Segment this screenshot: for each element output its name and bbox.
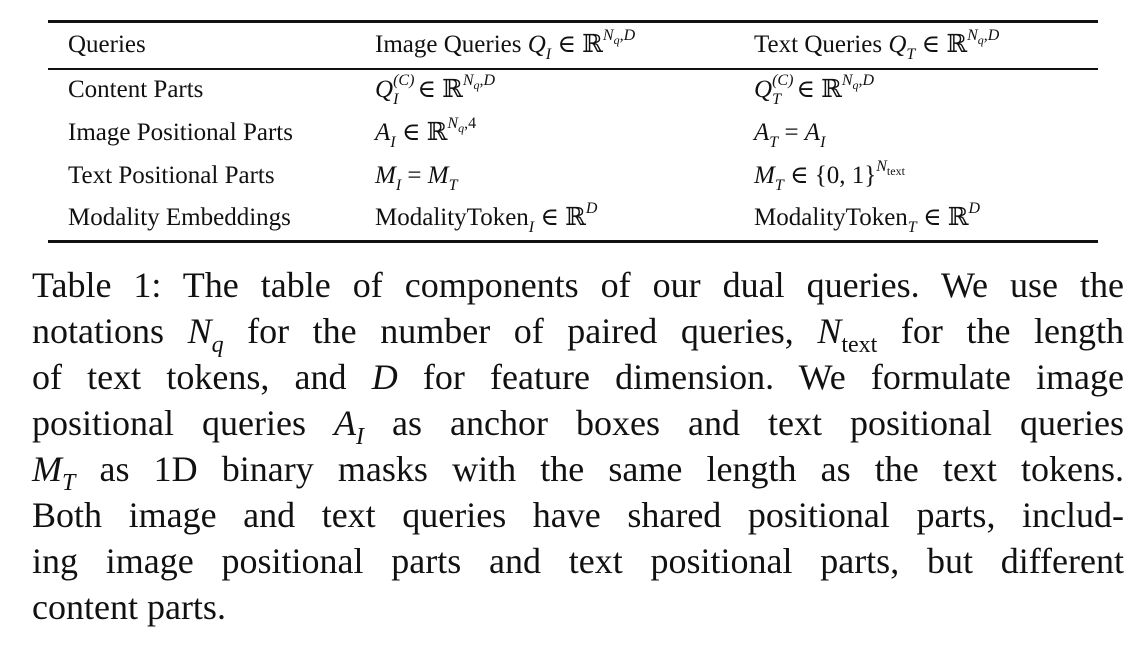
header-text-rel: ∈ xyxy=(921,31,941,58)
txtpos-text-pow-n: N xyxy=(876,158,887,175)
caption-nt: N xyxy=(817,311,842,351)
imgpos-image-pow-tail: ,4 xyxy=(464,115,477,132)
header-text-pow-q: q xyxy=(977,33,984,47)
imgpos-image-rel: ∈ xyxy=(401,119,421,146)
modality-text-rel: ∈ xyxy=(922,204,942,231)
txtpos-image-rhs: M xyxy=(427,162,449,189)
content-image-pow-n: N xyxy=(462,72,474,89)
caption-nq: N xyxy=(187,311,212,351)
modality-text-sub: T xyxy=(907,219,917,236)
content-text-pow-tail: ,D xyxy=(858,72,875,89)
table-header-rule xyxy=(48,68,1098,70)
modality-text-pow: D xyxy=(968,200,981,217)
imgpos-image-set: ℝ xyxy=(426,119,448,146)
modality-image-pow: D xyxy=(585,200,598,217)
caption-l1-text: The table of components of our dual queries. We use the xyxy=(182,265,1124,305)
modality-image-set: ℝ xyxy=(565,204,586,231)
header-text-q-symbol: Q xyxy=(888,31,907,58)
header-image-q-sub: I xyxy=(545,46,552,63)
header-text-pow-tail: ,D xyxy=(983,27,1000,44)
content-text-rel: ∈ xyxy=(796,76,815,103)
content-text-pow-q: q xyxy=(852,78,859,92)
caption-l4b: as anchor boxes and text positional queries xyxy=(392,403,1125,443)
txtpos-text-m: M xyxy=(754,162,775,189)
header-image-queries-label: Image Queries xyxy=(375,31,522,58)
caption-mt-sub: T xyxy=(62,470,76,496)
cell-txtpos-text xyxy=(754,158,905,194)
content-image-sup: (C) xyxy=(393,72,415,89)
header-image-set: ℝ xyxy=(582,31,603,58)
txtpos-text-pow-text: text xyxy=(886,164,905,178)
txtpos-text-rel: ∈ xyxy=(789,162,809,189)
header-queries: Queries xyxy=(68,31,146,58)
imgpos-text-rhs-sub: I xyxy=(820,134,826,151)
caption-l2b: for the number of paired queries, xyxy=(247,311,794,351)
header-text-queries xyxy=(754,27,1000,63)
caption-mt: M xyxy=(32,449,62,489)
caption-line-5 xyxy=(32,446,1124,496)
txtpos-image-rhs-sub: T xyxy=(448,177,458,194)
caption-l2a: notations xyxy=(32,311,164,351)
header-image-rel: ∈ xyxy=(557,31,576,58)
caption-line-6: Both image and text queries have shared positional parts, includ- xyxy=(32,495,1124,535)
modality-text-set: ℝ xyxy=(947,204,969,231)
row-label-text-positional: Text Positional Parts xyxy=(68,162,275,189)
imgpos-image-a: A xyxy=(375,119,391,146)
row-label-modality-embeddings: Modality Embeddings xyxy=(68,204,291,231)
cell-imgpos-image xyxy=(375,115,477,151)
content-text-sub: T xyxy=(772,91,781,108)
caption-line-1 xyxy=(32,262,1124,308)
caption-nt-sub: text xyxy=(841,332,878,358)
imgpos-text-lhs-sub: T xyxy=(769,134,779,151)
header-image-pow-n: N xyxy=(602,27,614,44)
txtpos-image-rel: = xyxy=(407,162,422,189)
cell-imgpos-text xyxy=(754,118,826,151)
caption-ai: A xyxy=(334,403,357,443)
cell-content-image xyxy=(375,72,496,108)
caption-line-3 xyxy=(32,354,1124,400)
content-text-pow-n: N xyxy=(841,72,853,89)
content-image-set: ℝ xyxy=(442,76,463,103)
txtpos-image-lhs: M xyxy=(375,162,396,189)
content-text-sup: (C) xyxy=(772,72,794,89)
cell-content-text xyxy=(754,72,875,108)
content-image-pow-tail: ,D xyxy=(479,72,496,89)
txtpos-image-lhs-sub: I xyxy=(395,177,402,194)
caption-d: D xyxy=(371,357,398,397)
caption-l3b: for feature dimension. We formulate image xyxy=(422,357,1124,397)
caption-label: Table 1: xyxy=(32,265,162,305)
content-text-q: Q xyxy=(754,76,773,103)
table-top-rule xyxy=(48,20,1098,23)
caption-l5b: as 1D binary masks with the same length as the text tokens. xyxy=(99,449,1124,489)
header-text-pow-n: N xyxy=(967,27,978,44)
table-bottom-rule xyxy=(48,240,1098,243)
header-image-pow-tail: ,D xyxy=(619,27,636,44)
caption-nq-sub: q xyxy=(211,332,224,358)
modality-image-name: ModalityToken xyxy=(375,204,529,231)
imgpos-image-sub: I xyxy=(390,134,396,151)
modality-image-rel: ∈ xyxy=(540,204,559,231)
table-caption xyxy=(32,262,1124,630)
content-text-set: ℝ xyxy=(821,76,842,103)
cell-modality-image xyxy=(375,200,598,236)
caption-line-8: content parts. xyxy=(32,587,226,627)
imgpos-image-pow-q: q xyxy=(458,121,465,135)
imgpos-text-lhs: A xyxy=(754,119,770,146)
header-image-pow-q: q xyxy=(613,33,620,47)
row-label-image-positional: Image Positional Parts xyxy=(68,119,293,146)
content-image-sub: I xyxy=(393,91,399,108)
caption-ai-sub: I xyxy=(356,424,365,450)
content-image-rel: ∈ xyxy=(417,76,436,103)
cell-txtpos-image xyxy=(375,161,458,194)
txtpos-text-sub: T xyxy=(774,177,784,194)
header-image-queries xyxy=(375,27,636,63)
modality-text-name: ModalityToken xyxy=(754,204,908,231)
txtpos-text-set: {0, 1} xyxy=(814,162,877,189)
header-text-set: ℝ xyxy=(946,31,968,58)
cell-modality-text xyxy=(754,200,981,236)
caption-l3a: of text tokens, and xyxy=(32,357,347,397)
caption-line-4 xyxy=(32,400,1125,450)
modality-image-sub: I xyxy=(528,219,535,236)
imgpos-text-rel: = xyxy=(784,119,799,146)
row-label-content-parts: Content Parts xyxy=(68,76,204,103)
header-image-q-symbol: Q xyxy=(527,31,546,58)
content-image-pow-q: q xyxy=(473,78,480,92)
header-text-queries-label: Text Queries xyxy=(754,31,883,58)
caption-l2c: for the length xyxy=(900,311,1124,351)
header-text-q-sub: T xyxy=(906,46,916,63)
content-image-q: Q xyxy=(375,76,394,103)
caption-line-2 xyxy=(32,308,1124,358)
imgpos-text-rhs: A xyxy=(804,119,821,146)
caption-l4a: positional queries xyxy=(32,403,306,443)
caption-line-7: ing image positional parts and text positional parts, but different xyxy=(32,541,1124,581)
imgpos-image-pow-n: N xyxy=(447,115,459,132)
components-table xyxy=(48,20,1098,245)
